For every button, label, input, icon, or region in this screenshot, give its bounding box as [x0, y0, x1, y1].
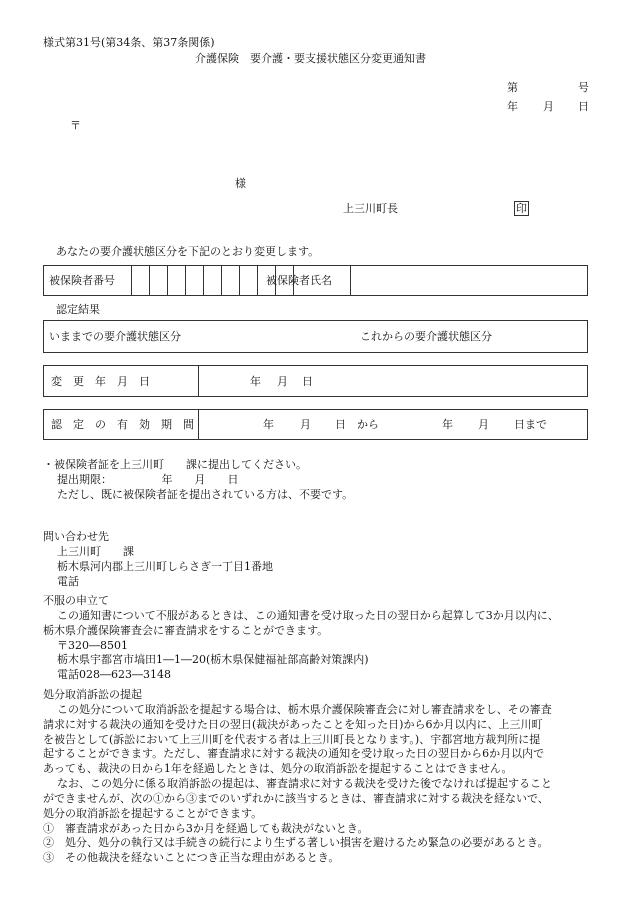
change-date-divider — [198, 366, 199, 396]
document-title: 介護保険 要介護・要支援状態区分変更通知書 — [195, 52, 426, 65]
validity-end-year: 年 — [442, 418, 453, 431]
lawsuit-item: ① 審査請求があった日から3か月を経過しても裁決がないとき。 — [43, 821, 369, 835]
date-year: 年 — [507, 100, 518, 113]
number-cell[interactable] — [239, 266, 257, 295]
number-go: 号 — [578, 81, 589, 94]
notice-line: ただし、既に被保険者証を提出されている方は、不要です。 — [57, 487, 354, 501]
name-divider — [350, 266, 351, 295]
validity-end-day: 日まで — [514, 418, 547, 431]
validity-start-month: 月 — [300, 418, 311, 431]
form-number: 様式第31号(第34条、第37条関係) — [43, 36, 215, 49]
care-level-before-label: いままでの要介護状態区分 — [49, 330, 181, 343]
validity-row — [43, 409, 588, 440]
lawsuit-line: なお、この処分に係る取消訴訟の提起は、審査請求に対する裁決を受けた後でなければ提起すること — [57, 777, 552, 791]
honorific-sama: 様 — [235, 177, 246, 190]
insured-number-label: 被保険者番号 — [49, 274, 115, 287]
appeal-block — [43, 594, 588, 683]
appeal-heading: 不服の申立て — [43, 594, 109, 607]
lawsuit-line: を被告として(訴訟において上三川町を代表する者は上三川町長となります。)、宇都宮地方裁判所に提 — [43, 732, 541, 746]
change-date-day: 日 — [302, 375, 313, 388]
appeal-text: この通知書について不服があるときは、この通知書を受け取った日の翌日から起算して3か月以内に、 — [57, 608, 559, 622]
contact-heading: 問い合わせ先 — [43, 530, 109, 543]
lawsuit-line: この処分について取消訴訟を提起する場合は、栃木県介護保険審査会に対し審査請求をし、その審査 — [57, 702, 552, 716]
number-cell[interactable] — [149, 266, 167, 295]
appeal-phone: 電話028―623―3148 — [57, 668, 171, 682]
change-date-year: 年 — [250, 375, 261, 388]
number-cell[interactable] — [221, 266, 239, 295]
notice-line: ・被保険者証を上三川町 課に提出してください。 — [43, 458, 307, 471]
date-day: 日 — [578, 100, 589, 113]
change-date-label: 変 更 年 月 日 — [51, 375, 150, 388]
number-cell[interactable] — [131, 266, 149, 295]
result-label: 認定結果 — [56, 303, 100, 316]
seal-box — [514, 202, 529, 217]
intro-text: あなたの要介護状態区分を下記のとおり変更します。 — [56, 245, 320, 258]
number-cell[interactable] — [167, 266, 185, 295]
lawsuit-line: 請求に対する裁決の通知を受けた日の翌日(裁決があったことを知った日)から6か月以内に、上三川町 — [43, 717, 543, 731]
care-level-row — [43, 320, 588, 353]
notice-line: 提出期限： 年 月 日 — [57, 472, 239, 486]
lawsuit-item: ③ その他裁決を経ないことにつき正当な理由があるとき。 — [43, 851, 340, 865]
lawsuit-line: あっても、裁決の日から1年を経過したときは、処分の取消訴訟を提起することはできません。 — [43, 762, 513, 776]
appeal-text: 栃木県介護保険審査会に審査請求をすることができます。 — [43, 623, 329, 637]
validity-divider — [198, 410, 199, 439]
notice-block — [43, 458, 588, 503]
change-date-row — [43, 365, 588, 397]
contact-office: 上三川町 課 — [57, 544, 134, 558]
contact-address: 栃木県河内郡上三川町しらさぎ一丁目1番地 — [57, 559, 273, 573]
care-level-after-label: これからの要介護状態区分 — [360, 330, 492, 343]
lawsuit-heading: 処分取消訴訟の提起 — [43, 688, 142, 701]
date-month: 月 — [543, 100, 554, 113]
seal-mark: 印 — [516, 202, 527, 215]
lawsuit-block — [43, 688, 588, 866]
validity-label: 認 定 の 有 効 期 間 — [51, 418, 194, 431]
number-cell[interactable] — [203, 266, 221, 295]
contact-block — [43, 530, 588, 589]
issuer-name: 上三川町長 — [343, 202, 398, 215]
lawsuit-line: 処分の取消訴訟を提起することができます。 — [43, 806, 263, 820]
lawsuit-item: ② 処分、処分の執行又は手続きの続行により生ずる著しい損害を避けるため緊急の必要があるとき。 — [43, 836, 549, 850]
appeal-postal: 〒320―8501 — [57, 638, 128, 652]
contact-phone: 電話 — [57, 574, 79, 588]
insured-row — [43, 265, 588, 296]
lawsuit-line: 起することができます。ただし、審査請求に対する裁決の通知を受け取った日の翌日から6か月以内で — [43, 747, 545, 761]
lawsuit-line: ができませんが、次の①から③までのいずれかに該当するときは、審査請求に対する裁決を経ないで、 — [43, 791, 549, 805]
insured-name-label: 被保険者氏名 — [266, 274, 332, 287]
appeal-address: 栃木県宇都宮市塙田1―1―20(栃木県保健福祉部高齢対策課内) — [57, 653, 369, 667]
validity-start-day: 日 から — [335, 418, 379, 431]
postal-mark: 〒 — [70, 119, 81, 132]
number-cell[interactable] — [185, 266, 203, 295]
change-date-month: 月 — [277, 375, 288, 388]
number-dai: 第 — [507, 81, 518, 94]
validity-start-year: 年 — [263, 418, 274, 431]
validity-end-month: 月 — [478, 418, 489, 431]
